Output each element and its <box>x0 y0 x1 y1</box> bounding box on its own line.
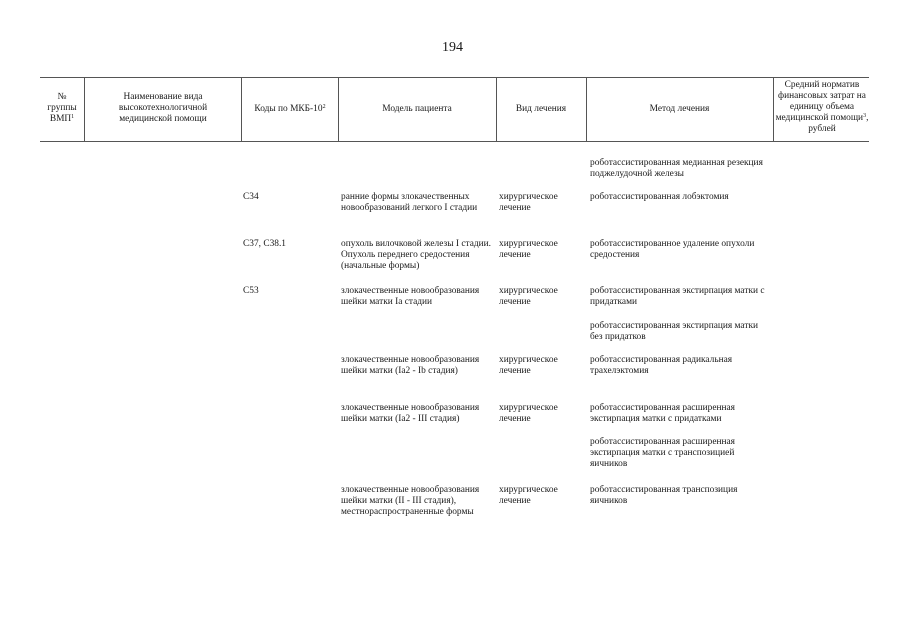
method-cell: роботассистированная расширенная экстирпация матки с транспозицией яичников <box>590 437 735 470</box>
column-divider <box>586 78 587 141</box>
header-icd-codes: Коды по МКБ-$10^2$ <box>254 104 326 114</box>
treatment-type-cell: хирургическое лечение <box>499 239 558 261</box>
header-treatment-type: Вид лечения <box>515 104 567 114</box>
method-cell: роботассистированная медианная резекция поджелудочной железы <box>590 158 763 180</box>
icd-code-cell: C53 <box>243 286 259 296</box>
column-divider <box>338 78 339 141</box>
patient-model-cell: злокачественные новообразования шейки матки (II - III стадия), местнораспространенные формы <box>341 485 480 518</box>
treatment-type-cell: хирургическое лечение <box>499 485 558 507</box>
method-cell: роботассистированная транспозиция яичников <box>590 485 738 507</box>
method-cell: роботассистированное удаление опухоли средостения <box>590 239 755 261</box>
header-avg-cost: Средний норматив финансовых затрат на единицу объема медицинской помощи$^3$, рублей <box>775 80 869 134</box>
icd-code-cell: C37, C38.1 <box>243 239 286 249</box>
method-cell: роботассистированная экстирпация матки без придатков <box>590 321 759 343</box>
patient-model-cell: ранние формы злокачественных новообразований легкого I стадии <box>341 192 478 214</box>
header-group-no: № группы ВМП$^1$ <box>47 92 77 124</box>
table-header-rule <box>40 141 869 142</box>
page-number: 194 <box>442 40 463 55</box>
treatment-type-cell: хирургическое лечение <box>499 355 558 377</box>
header-treatment-method: Метод лечения <box>649 104 710 114</box>
method-cell: роботассистированная радикальная трахелэктомия <box>590 355 733 377</box>
treatment-type-cell: хирургическое лечение <box>499 286 558 308</box>
method-cell: роботассистированная лобэктомия <box>590 192 729 202</box>
method-cell: роботассистированная экстирпация матки с придатками <box>590 286 765 308</box>
column-divider <box>773 78 774 141</box>
header-care-type: Наименование вида высокотехнологичной медицинской помощи <box>118 92 208 124</box>
column-divider <box>496 78 497 141</box>
patient-model-cell: опухоль вилочковой железы I стадии. Опухоль переднего средостения (начальные формы) <box>341 239 492 272</box>
table-top-rule <box>40 77 869 78</box>
method-cell: роботассистированная расширенная экстирпация матки с придатками <box>590 403 735 425</box>
treatment-type-cell: хирургическое лечение <box>499 192 558 214</box>
treatment-type-cell: хирургическое лечение <box>499 403 558 425</box>
icd-code-cell: C34 <box>243 192 259 202</box>
patient-model-cell: злокачественные новообразования шейки матки Ia стадии <box>341 286 480 308</box>
patient-model-cell: злокачественные новообразования шейки матки (Ia2 - III стадия) <box>341 403 480 425</box>
column-divider <box>84 78 85 141</box>
column-divider <box>241 78 242 141</box>
header-patient-model: Модель пациента <box>382 104 452 114</box>
patient-model-cell: злокачественные новообразования шейки матки (Ia2 - Ib стадия) <box>341 355 480 377</box>
